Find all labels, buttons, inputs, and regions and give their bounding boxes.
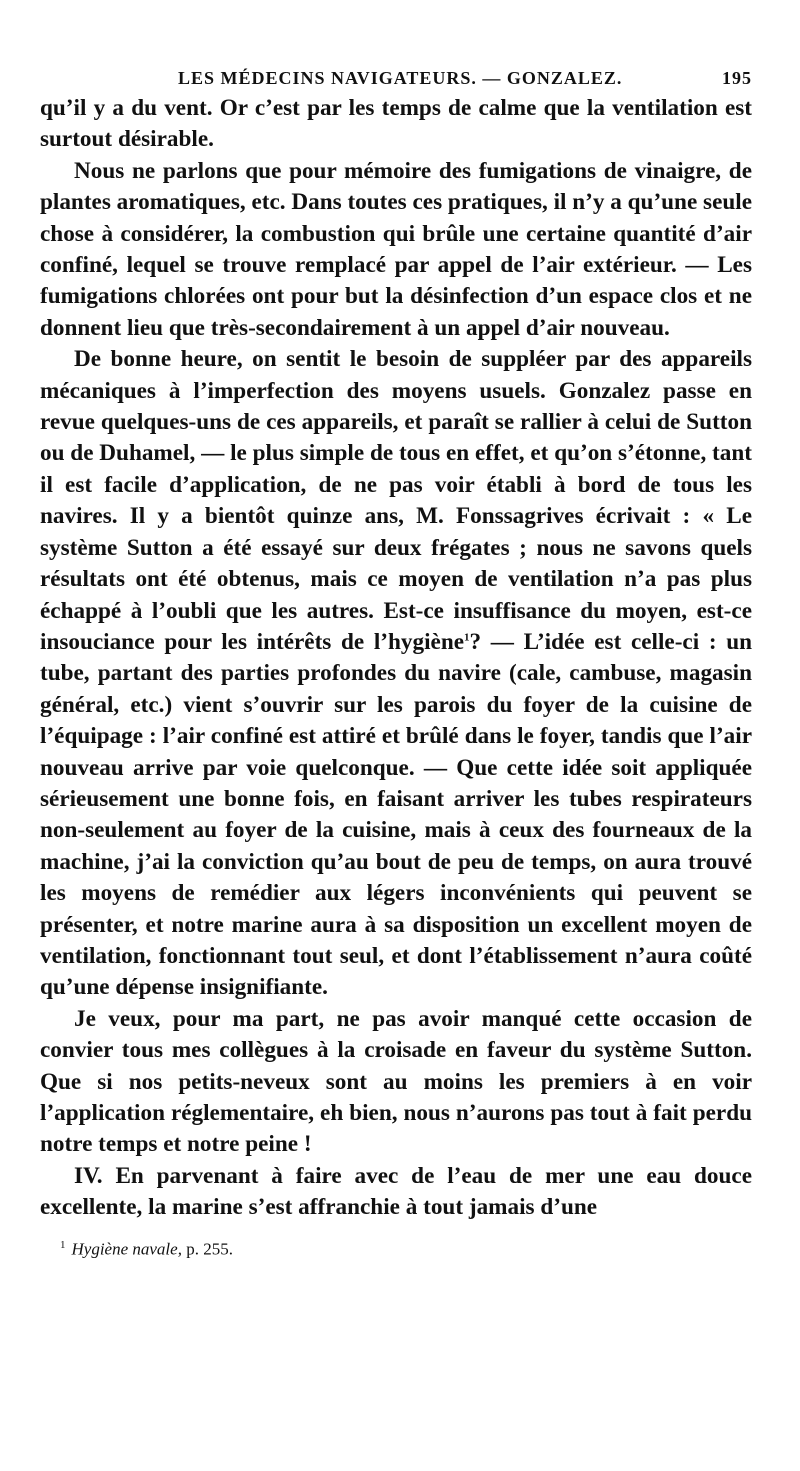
paragraph: Nous ne parlons que pour mémoire des fumigations de vinaigre, de plantes aromatiques, etc. Dans toutes ces pratiques, il n’y a qu’une seule chose à considérer, la combustion qui brûle une certaine quantité d’air confiné, lequel se trouve remplacé par appel de l’air extérieur. — Les fumigations chlorées ont pour but la désinfection d’un espace clos et ne donnent lieu que très-secondairement à un appel d’air nouveau. (40, 157, 752, 341)
paragraph: IV. En parvenant à faire avec de l’eau de mer une eau douce excellente, la marine s’est affranchie à tout jamais d’une (40, 1162, 752, 1221)
running-head-title: LES MÉDECINS NAVIGATEURS. — GONZALEZ. (178, 68, 623, 88)
paragraph: qu’il y a du vent. Or c’est par les temps de calme que la ventilation est surtout désirable. (40, 95, 752, 153)
page-number: 195 (722, 68, 752, 88)
footnote-mark: 1 (60, 1238, 66, 1251)
paragraph-part: De bonne heure, on sentit le besoin de suppléer par des appareils mécaniques à l’imperfection des moyens usuels. Gonzalez passe en revue quelques-uns de ces appareils, et paraît se rallier à celui de Sutton ou de Duhamel, — le plus simple de tous en effet, et qu’on s’étonne, tant il est facile d’application, de ne pas voir établi à bord de tous les navires. Il y a bientôt quinze ans, M. Fonssagrives écrivait : « Le système Sutton a été essayé sur deux frégates ; nous ne savons quels résultats ont été obtenus, mais ce moyen de ventilation n’a pas plus échappé à l’oubli que les autres. Est-ce insuffisance du moyen, est-ce insouciance pour les intérêts de l’hygiène (40, 346, 752, 655)
body-text (40, 93, 752, 1224)
footnote (40, 1234, 752, 1261)
footnote-page: p. 255. (181, 1239, 233, 1259)
paragraph-part: ? — L’idée est celle-ci : un tube, partant des parties profondes du navire (cale, cambuse, magasin général, etc.) vient s’ouvrir sur les parois du foyer de la cuisine de l’équipage : l’air confiné est attiré et brûlé dans le foyer, tandis que l’air nouveau arrive par voie quelconque. — Que cette idée soit appliquée sérieusement une bonne fois, en faisant arriver les tubes respirateurs non-seulement au foyer de la cuisine, mais à ceux des fourneaux de la machine, j’ai la conviction qu’au bout de peu de temps, on aura trouvé les moyens de remédier aux légers inconvénients qui peuvent se présenter, et notre marine aura à sa disposition un excellent moyen de ventilation, fonctionnant tout seul, et dont l’établissement n’aura coûté qu’une dépense insignifiante. (40, 628, 752, 1001)
footnote-reference[interactable]: 1 (464, 631, 470, 644)
running-head (40, 68, 752, 89)
paragraph-with-footnote (40, 344, 752, 1004)
paragraph: Je veux, pour ma part, ne pas avoir manqué cette occasion de convier tous mes collègues à la croisade en faveur du système Sutton. Que si nos petits-neveux sont au moins les premiers à en voir l’application réglementaire, eh bien, nous n’aurons pas tout à fait perdu notre temps et notre peine ! (40, 1005, 752, 1158)
book-page (40, 68, 752, 1260)
footnote-title: Hygiène navale, (71, 1239, 182, 1259)
